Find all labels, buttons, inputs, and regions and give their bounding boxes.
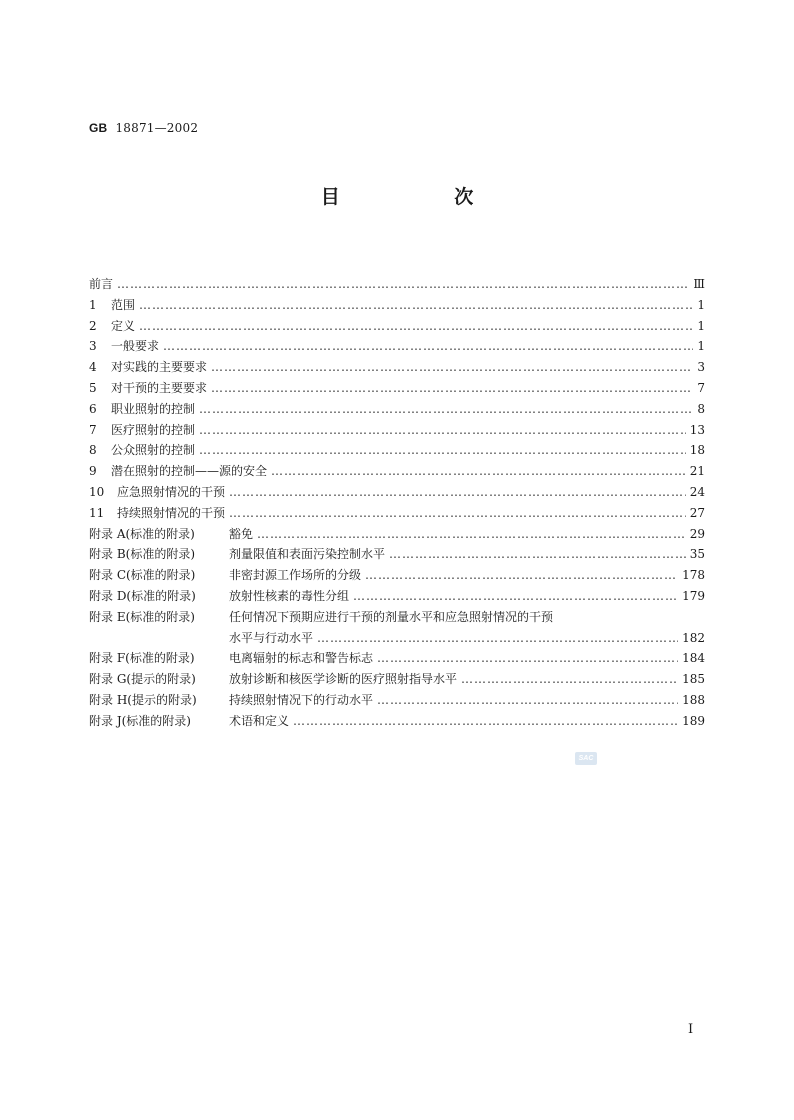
toc-entry[interactable] — [89, 669, 705, 690]
toc-appendix-prefix: 附录 C(标准的附录) — [89, 568, 196, 583]
toc-entry[interactable] — [89, 586, 705, 607]
toc-page-number: 182 — [682, 630, 705, 645]
toc-entry-number: 8 — [89, 443, 97, 458]
toc-page-number: 179 — [682, 588, 705, 603]
toc-entry-continuation[interactable] — [89, 628, 705, 649]
toc-leader-dots — [139, 295, 693, 316]
toc-leader-dots — [229, 503, 686, 524]
toc-entry-number: 3 — [89, 339, 97, 354]
toc-entry-label: 对干预的主要要求 — [111, 380, 208, 395]
toc-leader-dots — [211, 378, 693, 399]
toc-appendix-prefix: 附录 A(标准的附录) — [89, 526, 195, 541]
toc-appendix-prefix: 附录 G(提示的附录) — [89, 672, 196, 687]
toc-entry-number: 4 — [89, 360, 97, 375]
toc-page-number: 185 — [682, 672, 705, 687]
toc-appendix-prefix: 附录 J(标准的附录) — [89, 713, 191, 728]
page-title: 目 次 — [320, 186, 528, 208]
toc-entry-label: 定义 — [111, 318, 136, 333]
toc-page-number: 8 — [697, 401, 705, 416]
toc-entry[interactable] — [89, 316, 705, 337]
toc-entry-number: 11 — [89, 505, 105, 520]
toc-entry-label: 应急照射情况的干预 — [117, 484, 226, 499]
sac-watermark: SAC — [575, 752, 597, 765]
toc-entry-label: 持续照射情况的干预 — [117, 505, 226, 520]
toc-entry-label: 持续照射情况下的行动水平 — [229, 692, 374, 707]
toc-entry-label: 剂量限值和表面污染控制水平 — [229, 547, 386, 562]
toc-entry-label: 医疗照射的控制 — [111, 422, 196, 437]
toc-entry-label: 非密封源工作场所的分级 — [229, 568, 362, 583]
toc-entry-number: 1 — [89, 297, 97, 312]
toc-page-number: Ⅲ — [693, 277, 705, 291]
standard-prefix: GB — [89, 121, 108, 135]
toc-entry-label: 公众照射的控制 — [111, 443, 196, 458]
toc-page-number: 3 — [697, 360, 705, 375]
toc-appendix-prefix: 附录 E(标准的附录) — [89, 609, 195, 624]
toc-entry-number: 10 — [89, 484, 105, 499]
toc-entry-label: 放射性核素的毒性分组 — [229, 588, 350, 603]
toc-entry[interactable] — [89, 482, 705, 503]
toc-entry[interactable] — [89, 503, 705, 524]
toc-leader-dots — [199, 440, 686, 461]
toc-page-number: 7 — [697, 380, 705, 395]
toc-entry[interactable] — [89, 295, 705, 316]
toc-entry-number: 7 — [89, 422, 97, 437]
toc-leader-dots — [271, 461, 686, 482]
toc-page-number: 29 — [689, 526, 705, 541]
toc-appendix-prefix: 附录 H(提示的附录) — [89, 692, 197, 707]
toc-entry-label-continued: 水平与行动水平 — [229, 630, 314, 645]
toc-leader-dots — [389, 544, 686, 565]
toc-page-number: 189 — [682, 713, 705, 728]
standard-number: 18871—2002 — [115, 121, 199, 135]
toc-entry[interactable] — [89, 607, 705, 628]
toc-leader-dots — [211, 357, 693, 378]
toc-leader-dots — [461, 669, 678, 690]
toc-leader-dots — [317, 628, 678, 649]
toc-entry[interactable] — [89, 648, 705, 669]
toc-leader-dots — [199, 420, 686, 441]
toc-entry[interactable] — [89, 274, 705, 295]
toc-entry-label: 职业照射的控制 — [111, 401, 196, 416]
toc-entry[interactable] — [89, 544, 705, 565]
toc-page-number: 18 — [689, 443, 705, 458]
table-of-contents — [89, 274, 705, 732]
toc-entry-label: 豁免 — [229, 526, 254, 541]
toc-entry[interactable] — [89, 336, 705, 357]
toc-entry-number: 5 — [89, 380, 97, 395]
toc-entry-number: 9 — [89, 464, 97, 479]
toc-entry[interactable] — [89, 524, 705, 545]
toc-leader-dots — [377, 690, 678, 711]
toc-leader-dots — [293, 711, 678, 732]
toc-leader-dots — [353, 586, 678, 607]
toc-page-number: 1 — [697, 297, 705, 312]
toc-entry-label: 潜在照射的控制——源的安全 — [111, 464, 268, 479]
toc-entry[interactable] — [89, 565, 705, 586]
toc-entry[interactable] — [89, 690, 705, 711]
toc-page-number: 35 — [689, 547, 705, 562]
toc-entry-label: 范围 — [111, 297, 136, 312]
toc-appendix-prefix: 附录 D(标准的附录) — [89, 588, 196, 603]
toc-entry-number: 6 — [89, 401, 97, 416]
toc-leader-dots — [163, 336, 693, 357]
toc-entry[interactable] — [89, 357, 705, 378]
toc-appendix-prefix: 附录 B(标准的附录) — [89, 547, 195, 562]
standard-code — [89, 121, 198, 135]
toc-leader-dots — [199, 399, 693, 420]
toc-page-number: 1 — [697, 339, 705, 354]
toc-entry[interactable] — [89, 378, 705, 399]
toc-entry[interactable] — [89, 399, 705, 420]
toc-entry-label: 一般要求 — [111, 339, 160, 354]
toc-leader-dots — [139, 316, 693, 337]
toc-entry-label: 任何情况下预期应进行干预的剂量水平和应急照射情况的干预 — [229, 609, 554, 624]
toc-page-number: 24 — [689, 484, 705, 499]
toc-entry[interactable] — [89, 461, 705, 482]
toc-entry-number: 2 — [89, 318, 97, 333]
toc-entry-label: 放射诊断和核医学诊断的医疗照射指导水平 — [229, 672, 458, 687]
toc-leader-dots — [365, 565, 678, 586]
toc-page-number: 13 — [689, 422, 705, 437]
toc-page-number: 27 — [689, 505, 705, 520]
toc-page-number: 188 — [682, 692, 705, 707]
toc-page-number: 1 — [697, 318, 705, 333]
toc-leader-dots — [257, 524, 686, 545]
toc-entry[interactable] — [89, 711, 705, 732]
toc-leader-dots — [377, 648, 678, 669]
toc-entry-label: 前言 — [89, 277, 114, 291]
toc-leader-dots — [229, 482, 686, 503]
toc-entry-label: 对实践的主要要求 — [111, 360, 208, 375]
toc-entry-label: 电离辐射的标志和警告标志 — [229, 651, 374, 666]
toc-page-number: 178 — [682, 568, 705, 583]
toc-page-number: 184 — [682, 651, 705, 666]
page-number: I — [688, 1022, 694, 1037]
toc-appendix-prefix: 附录 F(标准的附录) — [89, 651, 195, 666]
toc-entry[interactable] — [89, 420, 705, 441]
toc-page-number: 21 — [689, 464, 705, 479]
toc-leader-dots — [117, 274, 689, 295]
toc-entry[interactable] — [89, 440, 705, 461]
toc-entry-label: 术语和定义 — [229, 713, 290, 728]
